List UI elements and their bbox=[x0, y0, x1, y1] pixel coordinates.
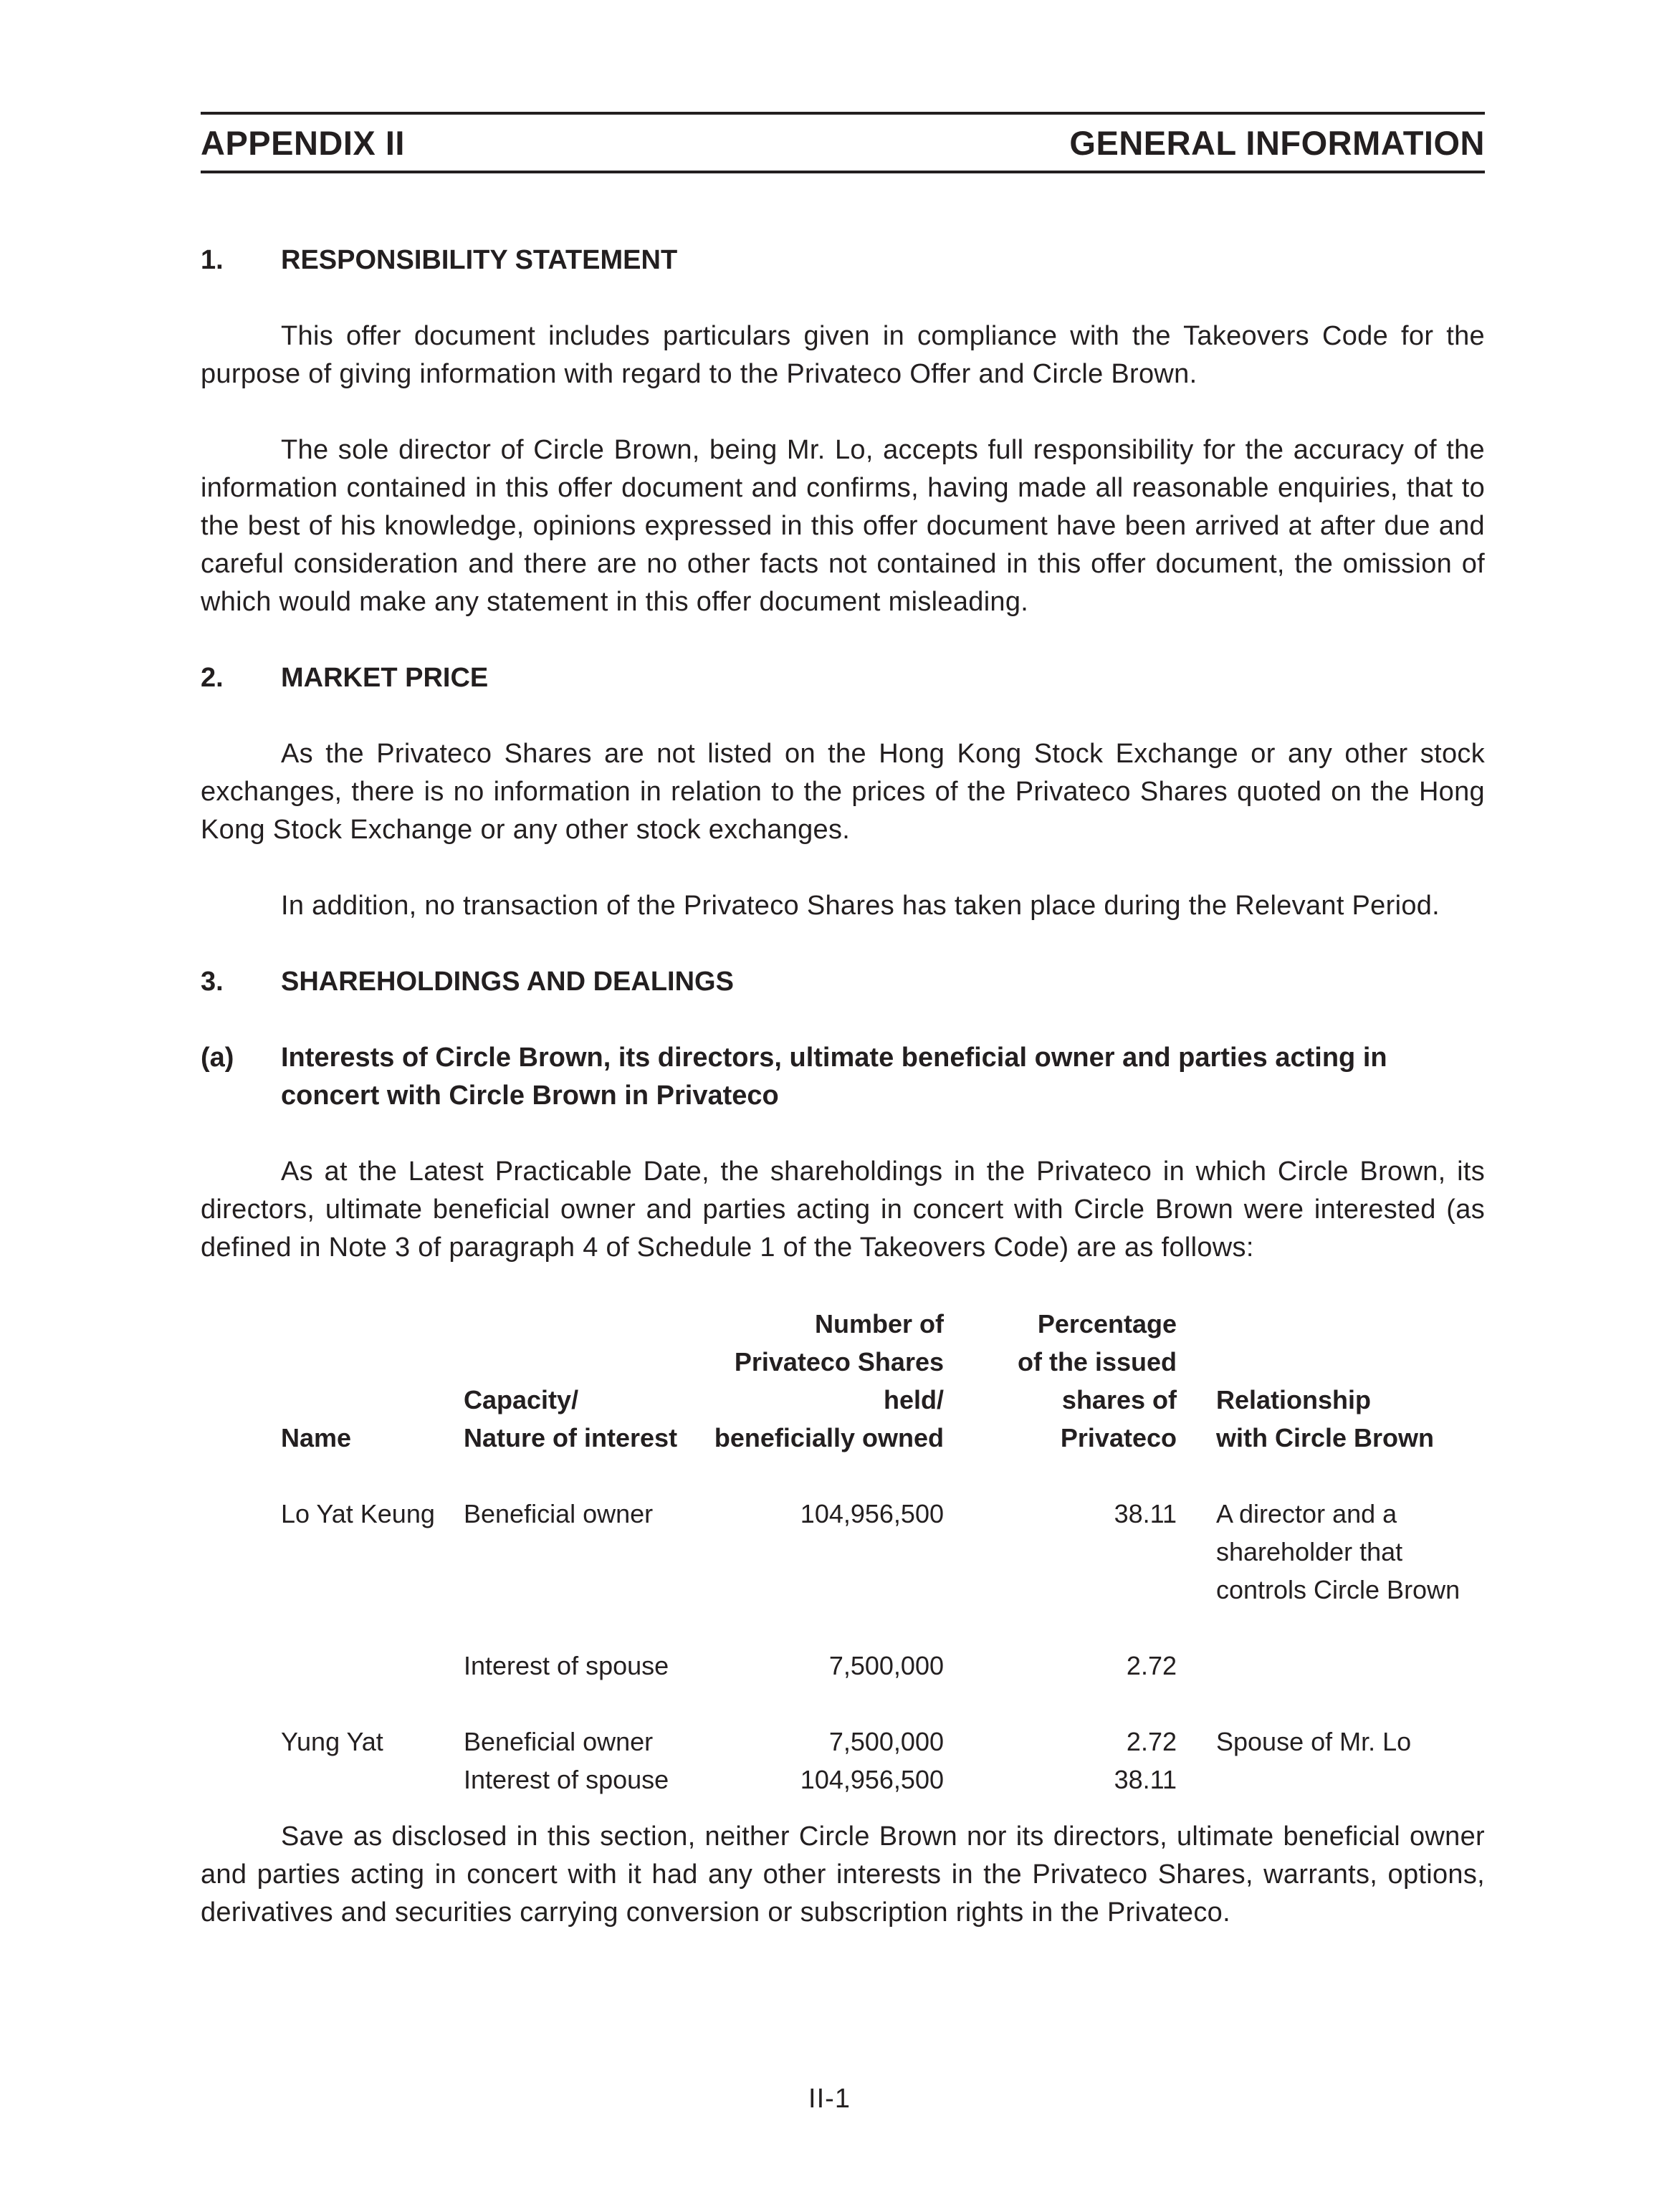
col-header-name: Name bbox=[281, 1423, 352, 1452]
cell-shares: 104,956,500 bbox=[800, 1765, 944, 1794]
table-row bbox=[281, 1647, 1485, 1685]
cell-shares: 7,500,000 bbox=[828, 1651, 944, 1680]
cell-relationship: A director and a shareholder that controls Circle Brown bbox=[1216, 1499, 1460, 1604]
cell-percentage: 38.11 bbox=[1114, 1499, 1177, 1528]
cell-shares: 7,500,000 bbox=[828, 1727, 944, 1756]
section-1-paragraph-1: This offer document includes particulars given in compliance with the Takeovers Code for the purpose of giving information with regard to the Privateco Offer and Circle Brown. bbox=[201, 321, 1485, 389]
section-1-heading bbox=[201, 241, 1485, 279]
section-1-paragraph-2: The sole director of Circle Brown, being Mr. Lo, accepts full responsibility for the accuracy of the information contained in this offer document and confirms, having made all reasonable enquiries, that to the best of his knowledge, opinions expressed in this offer document have been arrived at after due and careful consideration and there are no other facts not contained in this offer document, the omission of which would make any statement in this offer document misleading. bbox=[201, 435, 1485, 617]
section-2-heading bbox=[201, 659, 1485, 697]
subsection-label: (a) bbox=[201, 1043, 234, 1073]
cell-shares: 104,956,500 bbox=[800, 1499, 944, 1528]
cell-relationship: Spouse of Mr. Lo bbox=[1216, 1727, 1412, 1756]
section-number: 2. bbox=[201, 663, 224, 693]
subsection-a-heading bbox=[201, 1039, 1485, 1115]
col-header-shares: Number of Privateco Shares held/ beneficially owned bbox=[714, 1309, 944, 1452]
appendix-label: APPENDIX II bbox=[201, 123, 405, 162]
col-header-percentage: Percentage of the issued shares of Privateco bbox=[1017, 1309, 1177, 1452]
table-row bbox=[281, 1761, 1485, 1799]
cell-name: Yung Yat bbox=[281, 1727, 383, 1756]
cell-percentage: 2.72 bbox=[1126, 1651, 1177, 1680]
subsection-a-closing: Save as disclosed in this section, neither Circle Brown nor its directors, ultimate beneficial owner and parties acting in concert with it had any other interests in the Privateco Shares, warrants, options, derivatives and securities carrying conversion or subscription rights in the Privateco. bbox=[201, 1821, 1485, 1928]
col-header-relationship: Relationship with Circle Brown bbox=[1216, 1385, 1435, 1452]
cell-name: Lo Yat Keung bbox=[281, 1499, 435, 1528]
appendix-title: GENERAL INFORMATION bbox=[1069, 123, 1485, 162]
section-2-paragraph-2: In addition, no transaction of the Privateco Shares has taken place during the Relevant Period. bbox=[281, 891, 1440, 921]
cell-capacity: Interest of spouse bbox=[464, 1651, 669, 1680]
cell-capacity: Beneficial owner bbox=[464, 1499, 654, 1528]
section-number: 1. bbox=[201, 245, 224, 275]
cell-name bbox=[281, 1647, 464, 1685]
cell-relationship bbox=[1177, 1647, 1485, 1685]
shareholdings-table bbox=[281, 1305, 1485, 1799]
page-number: II-1 bbox=[808, 2084, 851, 2114]
section-title: SHAREHOLDINGS AND DEALINGS bbox=[281, 967, 734, 997]
document-page bbox=[201, 112, 1485, 1932]
page-header bbox=[201, 115, 1485, 171]
section-title: RESPONSIBILITY STATEMENT bbox=[281, 245, 678, 275]
table-header-row bbox=[281, 1305, 1485, 1457]
section-2-paragraph-1: As the Privateco Shares are not listed on the Hong Kong Stock Exchange or any other stock exchanges, there is no information in relation to the prices of the Privateco Shares quoted on the Hong Kong Stock Exchange or any other stock exchanges. bbox=[201, 739, 1485, 845]
cell-capacity: Beneficial owner bbox=[464, 1727, 654, 1756]
table-row bbox=[281, 1723, 1485, 1761]
cell-capacity: Interest of spouse bbox=[464, 1765, 669, 1794]
subsection-a-intro: As at the Latest Practicable Date, the shareholdings in the Privateco in which Circle Brown, its directors, ultimate beneficial owner and parties acting in concert with Circle Brown were interested (as defined in Note 3 of paragraph 4 of Schedule 1 of the Takeovers Code) are as follows: bbox=[201, 1157, 1485, 1263]
cell-name bbox=[281, 1761, 464, 1799]
col-header-capacity: Capacity/ Nature of interest bbox=[464, 1385, 678, 1452]
cell-percentage: 38.11 bbox=[1114, 1765, 1177, 1794]
section-title: MARKET PRICE bbox=[281, 663, 489, 693]
subsection-title: Interests of Circle Brown, its directors, ultimate beneficial owner and parties acting in concert with Circle Brown in Privateco bbox=[281, 1043, 1387, 1111]
table-row bbox=[281, 1495, 1485, 1609]
section-number: 3. bbox=[201, 967, 224, 997]
cell-percentage: 2.72 bbox=[1126, 1727, 1177, 1756]
cell-relationship bbox=[1177, 1761, 1485, 1799]
section-3-heading bbox=[201, 963, 1485, 1001]
